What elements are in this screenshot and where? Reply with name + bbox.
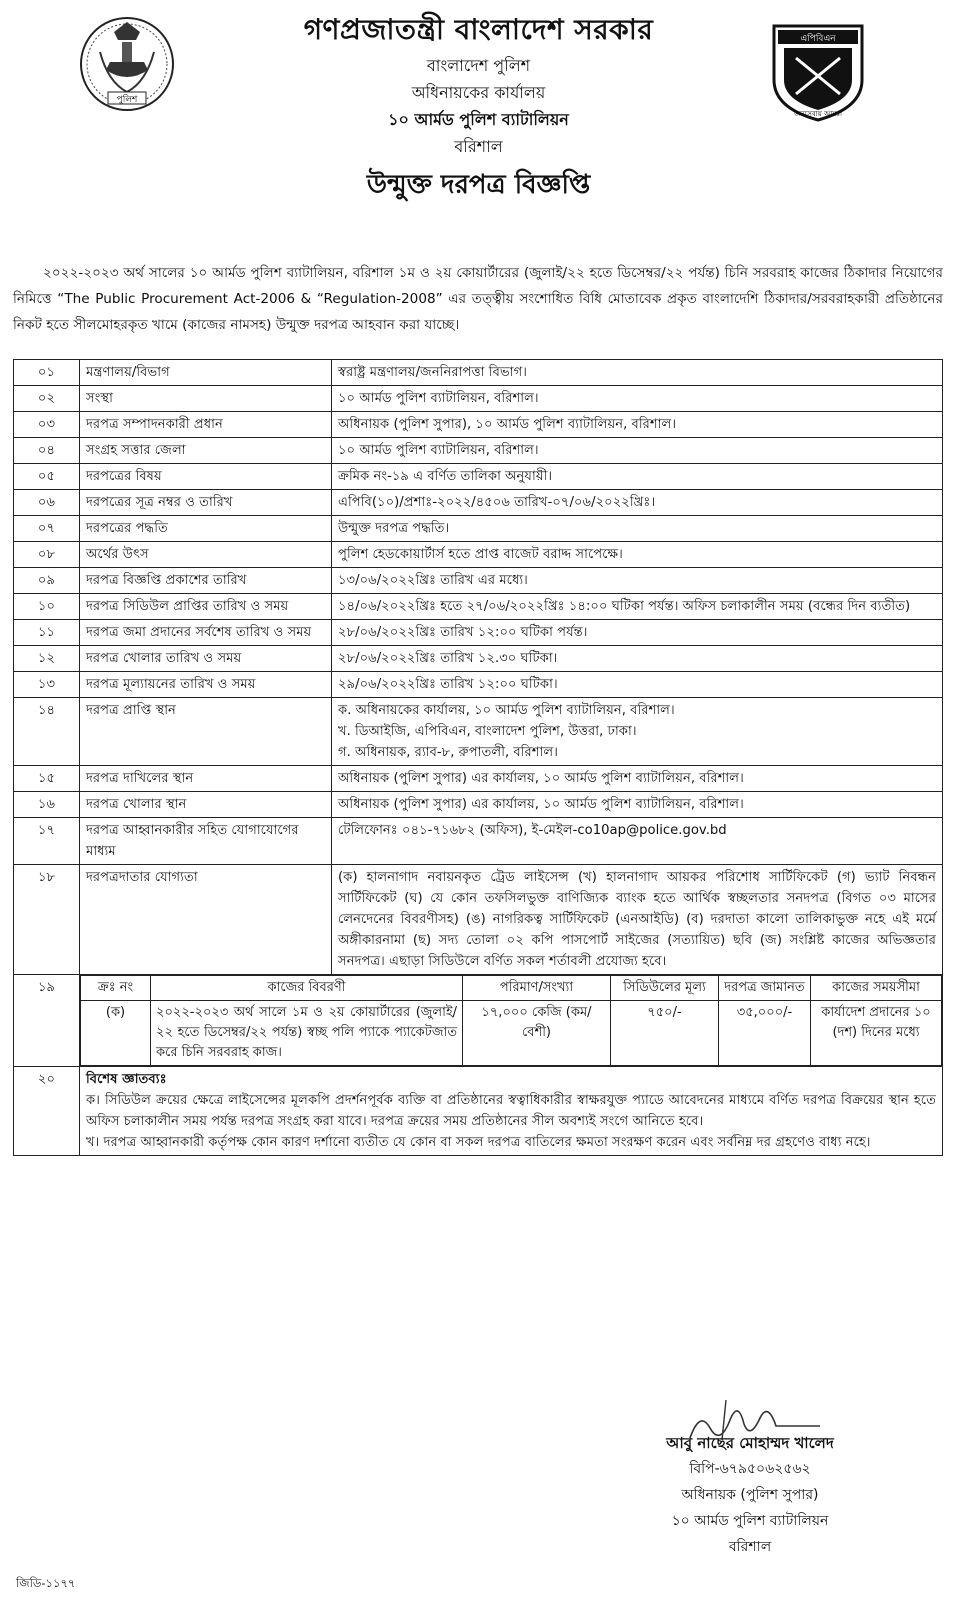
table-row-tender-sale-places: ১৪ দরপত্র প্রাপ্তি স্থান ক. অধিনায়কের কার্যালয়, ১০ আর্মড পুলিশ ব্যাটালিয়ন, বরিশাল। খ. ডিআইজি, এপিবিএন, বাংলাদেশ পুলিশ, উত্তরা, ঢাকা। গ. অধিনায়ক, র‌্যাব-৮, রুপাতলী, বরিশাল। [14, 698, 943, 766]
table-row: ১৮ দরপত্রদাতার যোগ্যতা (ক) হালনাগাদ নবায়নকৃত ট্রেড লাইসেন্স (খ) হালনাগাদ আয়কর পরিশোধ সার্টিফিকেট (গ) ভ্যাট নিবন্ধন সার্টিফিকেট (ঘ) যে কোন তফসিলভুক্ত বাণিজ্যিক ব্যাংক হতে আর্থিক স্বচ্ছলতার সনদপত্র (বিগত ০৩ মাসের লেনদেনের বিবরণীসহ) (ঙ) নাগরিকত্ব সার্টিফিকেট (এনআইডি) (ব) দরদাতা কালো তালিকাভুক্ত নহে এই মর্মে অঙ্গীকারনামা (ছ) সদ্য তোলা ০২ কপি পাসপোর্ট সাইজের (সত্যায়িত) ছবি (জ) সংশ্লিষ্ট কাজের অভিজ্ঞতার সনদপত্র। এছাড়া সিডিউলে বর্ণিত সকল শর্তাবলী প্রযোজ্য হবে। [14, 865, 943, 975]
signer-name: আবু নাছের মোহাম্মদ খালেদ [666, 1434, 834, 1452]
table-row: ০৪ সংগ্রহ সত্তার জেলা ১০ আর্মড পুলিশ ব্যাটালিয়ন, বরিশাল। [14, 438, 943, 464]
table-row: ১৫ দরপত্র দাখিলের স্থান অধিনায়ক (পুলিশ সুপার) এর কার্যালয়, ১০ আর্মড পুলিশ ব্যাটালিয়ন, বরিশাল। [14, 766, 943, 792]
signer-bp-number: বিপি-৬৭৯৫০৬২৫৬২ [689, 1461, 811, 1477]
sale-place-line: গ. অধিনায়ক, র‌্যাব-৮, রুপাতলী, বরিশাল। [338, 745, 558, 760]
table-row: ১২ দরপত্র খোলার তারিখ ও সময় ২৮/০৬/২০২২খ্রিঃ তারিখ ১২.৩০ ঘটিকা। [14, 646, 943, 672]
table-row: ০৫ দরপত্রের বিষয় ক্রমিক নং-১৯ এ বর্ণিত তালিকা অনুযায়ী। [14, 464, 943, 490]
table-row: ০২ সংস্থা ১০ আর্মড পুলিশ ব্যাটালিয়ন, বরিশাল। [14, 386, 943, 412]
table-row-work-details: ১৯ ক্রঃ নং কাজের বিবরণী পরিমাণ/সংখ্যা সিডিউলের মূল্য দরপত্র জামানত কাজের সময়সীমা (ক) ২০২২-২০২৩ অর্থ সালে ১ম ও ২য় কোয়ার্টারের (জুলাই/২২ হতে ডিসেম্বর/২২ পর্যন্ত) স্বচ্ছ পলি প্যাকে প্যাকেটজাত করে চিনি সরবরাহ কাজ। ১৭,০০০ কেজি (কম/বেশী) ৭৫০/- ৩৫,০০০/- কার্যাদেশ প্রদানের ১০ (দশ) দিনের মধ্যে [14, 975, 943, 1067]
signer-place: বরিশাল [728, 1539, 772, 1555]
special-note-paragraph: খ। দরপত্র আহ্বানকারী কর্তৃপক্ষ কোন কারণ দর্শানো ব্যতীত যে কোন বা সকল দরপত্র বাতিলের ক্ষমতা সংরক্ষণ করেন এবং সর্বনিম্ন দর গ্রহণেও বাধ্য নহে। [86, 1135, 871, 1150]
sale-place-line: খ. ডিআইজি, এপিবিএন, বাংলাদেশ পুলিশ, উত্তরা, ঢাকা। [338, 724, 637, 739]
work-details-table [80, 975, 942, 1066]
gd-code: জিডি-১১৭৭ [16, 1576, 76, 1590]
table-row: ১৩ দরপত্র মূল্যায়নের তারিখ ও সময় ২৯/০৬/২০২২খ্রিঃ তারিখ ১২:০০ ঘটিকা। [14, 672, 943, 698]
table-row: ১৭ দরপত্র আহ্বানকারীর সহিত যোগাযোগের মাধ্যম টেলিফোনঃ ০৪১-৭১৬৮২ (অফিস), ই-মেইল-co10ap@police.gov.bd [14, 818, 943, 865]
signer-unit: ১০ আর্মড পুলিশ ব্যাটালিয়ন [671, 1513, 829, 1529]
special-note-paragraph: ক। সিডিউল ক্রয়ের ক্ষেত্রে লাইসেন্সের মূলকপি প্রদর্শনপূর্বক ব্যক্তি বা প্রতিষ্ঠানের স্বত্বাধিকারীর স্বাক্ষরযুক্ত প্যাডে আবেদনের মাধ্যমে বর্ণিত দরপত্র বিক্রয়ের স্থান হতে অফিস চলাকালীন সময় পর্যন্ত দরপত্র সংগ্রহ করা যাবে। দরপত্র ক্রয়ের সময় প্রতিষ্ঠানের সীল অবশ্যই সংগে আনিতে হবে। [86, 1093, 936, 1129]
sale-place-line: ক. অধিনায়কের কার্যালয়, ১০ আর্মড পুলিশ ব্যাটালিয়ন, বরিশাল। [338, 703, 675, 718]
right-logo-text: এপিবিএন [800, 34, 836, 44]
office-name: অধিনায়কের কার্যালয় [411, 83, 546, 102]
signer-designation: অধিনায়ক (পুলিশ সুপার) [681, 1487, 819, 1503]
government-title: গণপ্রজাতন্ত্রী বাংলাদেশ সরকার [303, 13, 654, 46]
table-row: ১৬ দরপত্র খোলার স্থান অধিনায়ক (পুলিশ সুপার) এর কার্যালয়, ১০ আর্মড পুলিশ ব্যাটালিয়ন, বরিশাল। [14, 792, 943, 818]
table-row: ০১ মন্ত্রণালয়/বিভাগ স্বরাষ্ট্র মন্ত্রণালয়/জননিরাপত্তা বিভাগ। [14, 360, 943, 386]
work-table-row: (ক) ২০২২-২০২৩ অর্থ সালে ১ম ও ২য় কোয়ার্টারের (জুলাই/২২ হতে ডিসেম্বর/২২ পর্যন্ত) স্বচ্ছ পলি প্যাকে প্যাকেটজাত করে চিনি সরবরাহ কাজ। ১৭,০০০ কেজি (কম/বেশী) ৭৫০/- ৩৫,০০০/- কার্যাদেশ প্রদানের ১০ (দশ) দিনের মধ্যে [81, 1001, 942, 1066]
special-notes-heading: বিশেষ জ্ঞাতব্যঃ [86, 1072, 167, 1087]
intro-paragraph: ২০২২-২০২৩ অর্থ সালের ১০ আর্মড পুলিশ ব্যাটালিয়ন, বরিশাল ১ম ও ২য় কোয়ার্টারের (জুলাই/২২ হতে ডিসেম্বর/২২ পর্যন্ত) চিনি সরবরাহ কাজের ঠিকাদার নিয়োগের নিমিত্তে “The Public Procurement Act-2006 & “Regulation-2008” এর তত্ত্বীয় সংশোধিত বিধি মোতাবেক প্রকৃত বাংলাদেশি ঠিকাদার/সরবরাহকারী প্রতিষ্ঠানের নিকট হতে সীলমোহরকৃত খামে (কাজের নামসহ) উন্মুক্ত দরপত্র আহবান করা যাচ্ছে। [13, 265, 943, 333]
table-row: ০৭ দরপত্রের পদ্ধতি উন্মুক্ত দরপত্র পদ্ধতি। [14, 516, 943, 542]
table-row: ১০ দরপত্র সিডিউল প্রাপ্তির তারিখ ও সময় ১৪/০৬/২০২২খ্রিঃ হতে ২৭/০৬/২০২২খ্রিঃ ১৪:০০ ঘটিকা পর্যন্ত। অফিস চলাকালীন সময় (বন্ধের দিন ব্যতীত) [14, 594, 943, 620]
left-logo-text: পুলিশ [116, 95, 138, 105]
location-name: বরিশাল [454, 137, 503, 156]
table-row: ০৮ অর্থের উৎস পুলিশ হেডকোয়ার্টার্স হতে প্রাপ্ত বাজেট বরাদ্দ সাপেক্ষে। [14, 542, 943, 568]
letterhead [0, 8, 957, 208]
work-table-header: ক্রঃ নং কাজের বিবরণী পরিমাণ/সংখ্যা সিডিউলের মূল্য দরপত্র জামানত কাজের সময়সীমা [81, 976, 942, 1001]
table-row-special-notes: ২০ বিশেষ জ্ঞাতব্যঃ ক। সিডিউল ক্রয়ের ক্ষেত্রে লাইসেন্সের মূলকপি প্রদর্শনপূর্বক ব্যক্তি বা প্রতিষ্ঠানের স্বত্বাধিকারীর স্বাক্ষরযুক্ত প্যাডে আবেদনের মাধ্যমে বর্ণিত দরপত্র বিক্রয়ের স্থান হতে অফিস চলাকালীন সময় পর্যন্ত দরপত্র সংগ্রহ করা যাবে। দরপত্র ক্রয়ের সময় প্রতিষ্ঠানের সীল অবশ্যই সংগে আনিতে হবে। খ। দরপত্র আহ্বানকারী কর্তৃপক্ষ কোন কারণ দর্শানো ব্যতীত যে কোন বা সকল দরপত্র বাতিলের ক্ষমতা সংরক্ষণ করেন এবং সর্বনিম্ন দর গ্রহণেও বাধ্য নহে। [14, 1067, 943, 1156]
table-row: ০৬ দরপত্রের সূত্র নম্বর ও তারিখ এপিবি(১০)/প্রশাঃ-২০২২/৪৫০৬ তারিখ-০৭/০৬/২০২২খ্রিঃ। [14, 490, 943, 516]
table-row: ১১ দরপত্র জমা প্রদানের সর্বশেষ তারিখ ও সময় ২৮/০৬/২০২২খ্রিঃ তারিখ ১২:০০ ঘটিকা পর্যন্ত। [14, 620, 943, 646]
table-row: ০৯ দরপত্র বিজ্ঞপ্তি প্রকাশের তারিখ ১৩/০৬/২০২২খ্রিঃ তারিখ এর মধ্যে। [14, 568, 943, 594]
org-name: বাংলাদেশ পুলিশ [426, 56, 531, 75]
notice-title: উন্মুক্ত দরপত্র বিজ্ঞপ্তি [366, 170, 591, 200]
battalion-name: ১০ আর্মড পুলিশ ব্যাটালিয়ন [388, 110, 569, 129]
right-logo-motto: জনসেবায় আমরা [793, 110, 843, 118]
signature-block [560, 1430, 940, 1560]
table-row: ০৩ দরপত্র সম্পাদনকারী প্রধান অধিনায়ক (পুলিশ সুপার), ১০ আর্মড পুলিশ ব্যাটালিয়ন, বরিশাল। [14, 412, 943, 438]
tender-details-table [13, 359, 943, 1156]
